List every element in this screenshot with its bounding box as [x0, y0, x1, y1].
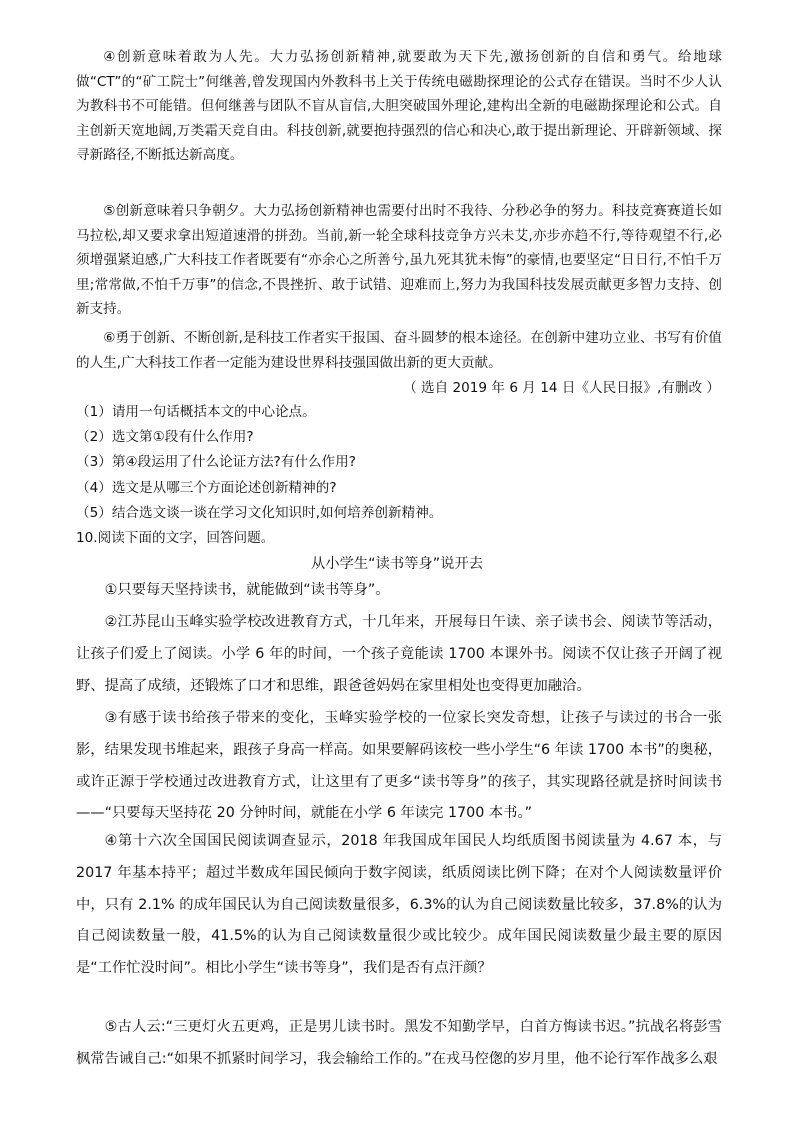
article-paragraph-4: ④第十六次全国国民阅读调查显示，2018 年我国成年国民人均纸质图书阅读量为 4.67 本，与 2017 年基本持平；超过半数成年国民倾向于数字阅读，纸质阅读比例下降；在对个人阅读数量评价中，只有 2.1% 的成年国民认为自己阅读数量很多，6.3%的认为自己阅读数量比较多，37.8%的认为自己阅读数量一般，41.5%的认为自己阅读数量很少或比较少。成年国民阅读数量少最主要的原因是“工作忙没时间”。相比小学生“读书等身”，我们是否有点汗颜？: [76, 833, 722, 977]
article-title: 从小学生“读书等身”说开去: [310, 556, 484, 572]
question-5: （5）结合选文谈一谈在学习文化知识时,如何培养创新精神。: [76, 505, 443, 521]
article-paragraph-2: ②江苏昆山玉峰实验学校改进教育方式，十几年来，开展每日午读、亲子读书会、阅读节等活动，让孩子们爱上了阅读。小学 6 年的时间，一个孩子竟能读 1700 本课外书。阅读不仅让孩子开阔了视野、提高了成绩，还锻炼了口才和思维，跟爸爸妈妈在家里相处也变得更加融洽。: [76, 614, 722, 694]
question-4: （4）选文是从哪三个方面论述创新精神的?: [76, 480, 337, 496]
article-paragraph-1: ①只要每天坚持读书，就能做到“读书等身”。: [104, 582, 390, 598]
question-2: （2）选文第①段有什么作用?: [76, 429, 254, 445]
article-paragraph-3: ③有感于读书给孩子带来的变化，玉峰实验学校的一位家长突发奇想，让孩子与读过的书合一张影，结果发现书堆起来，跟孩子身高一样高。如果要解码该校一些小学生“6 年读 1700 本书”的奥秘，或许正源于学校通过改进教育方式，让这里有了更多“读书等身”的孩子，其实现路径就是挤时间读书——“只要每天坚持花 20 分钟时间，就能在小学 6 年读完 1700 本书。”: [76, 710, 723, 822]
question-10-prompt: 10.阅读下面的文字，回答问题。: [76, 530, 275, 546]
question-3: （3）第④段运用了什么论证方法?有什么作用?: [76, 454, 356, 470]
question-1: （1）请用一句话概括本文的中心论点。: [76, 404, 316, 420]
source-citation: （ 选自 2019 年 6 月 14 日《人民日报》,有删改 ）: [403, 380, 720, 396]
article-paragraph-5: ⑤古人云:“三更灯火五更鸡，正是男儿读书时。黑发不知勤学早，白首方悔读书迟。”抗战名将彭雪枫常告诫自己:“如果不抓紧时间学习，我会输给工作的。”在戎马倥偬的岁月里，他不论行军作战多么艰: [76, 1019, 722, 1067]
paragraph-5: ⑤创新意味着只争朝夕。大力弘扬创新精神也需要付出时不我待、分秒必争的努力。科技竞赛赛道长如马拉松,却又要求拿出短道速滑的拼劲。当前,新一轮全球科技竞争方兴未艾,亦步亦趋不行,等待观望不行,必须增强紧迫感,广大科技工作者既要有“亦余心之所善兮,虽九死其犹未悔”的豪情,也要坚定“日日行,不怕千万里;常常做,不怕千万事”的信念,不畏挫折、敢于试错、迎难而上,努力为我国科技发展贡献更多智力支持、创新支持。: [76, 203, 722, 318]
paragraph-4: ④创新意味着敢为人先。大力弘扬创新精神,就要敢为天下先,激扬创新的自信和勇气。给地球做“CT”的“矿工院士”何继善,曾发现国内外教科书上关于传统电磁勘探理论的公式存在错误。当时不少人认为教科书不可能错。但何继善与团队不盲从盲信,大胆突破国外理论,建构出全新的电磁勘探理论和公式。自主创新天宽地阔,万类霜天竞自由。科技创新,就要抱持强烈的信心和决心,敢于提出新理论、开辟新领域、探寻新路径,不断抵达新高度。: [76, 49, 722, 164]
paragraph-6: ⑥勇于创新、不断创新,是科技工作者实干报国、奋斗圆梦的根本途径。在创新中建功立业、书写有价值的人生,广大科技工作者一定能为建设世界科技强国做出新的更大贡献。: [76, 330, 722, 371]
